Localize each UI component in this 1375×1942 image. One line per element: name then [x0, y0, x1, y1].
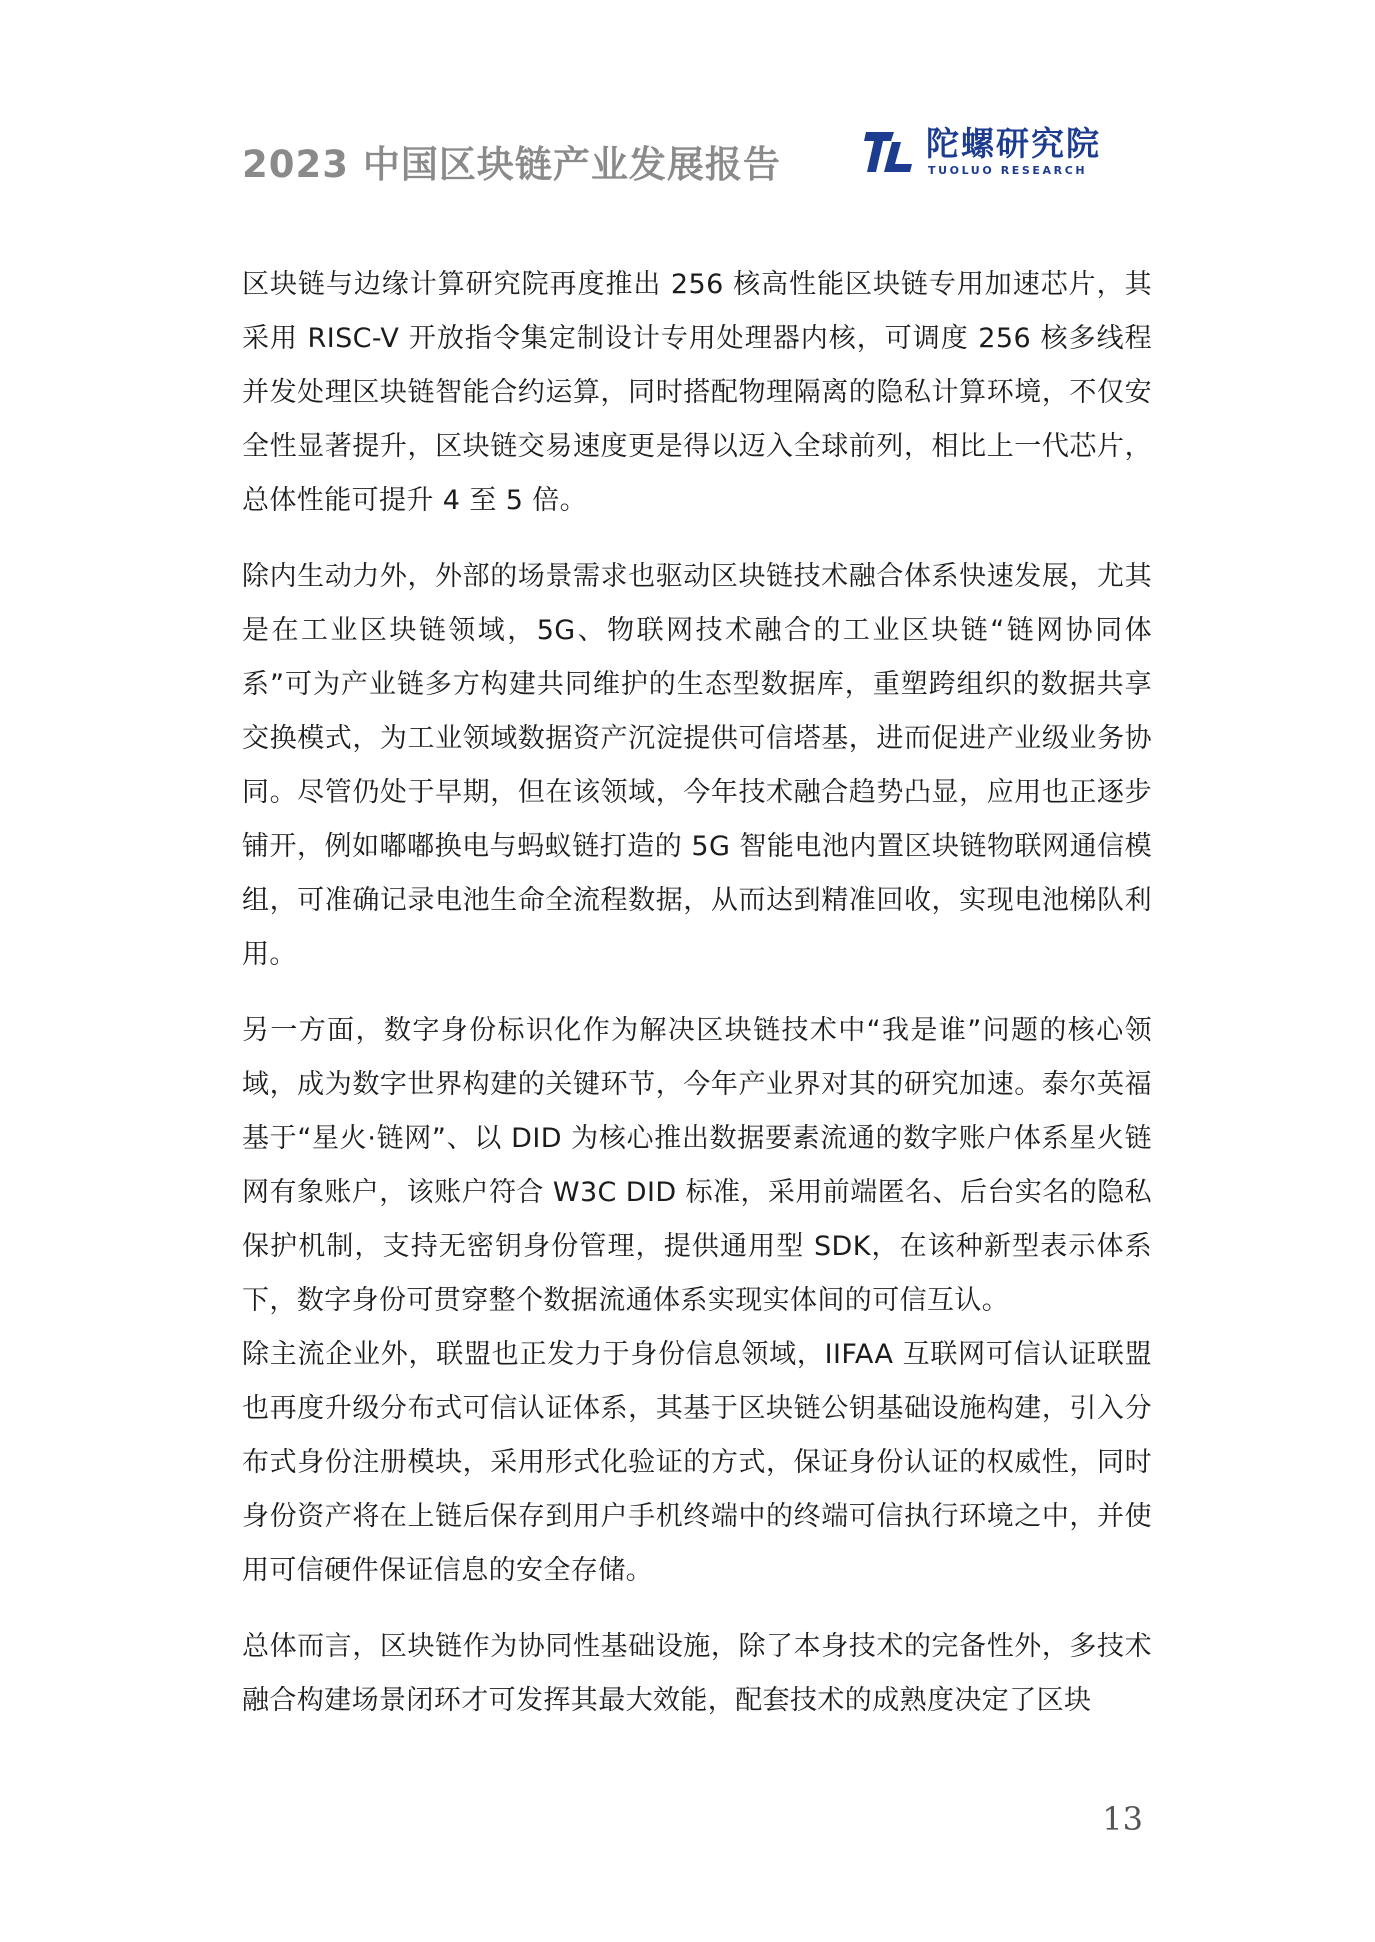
paragraph: 另一方面，数字身份标识化作为解决区块链技术中“我是谁”问题的核心领域，成为数字世界构建的关键环节，今年产业界对其的研究加速。泰尔英福基于“星火·链网”、以 DID 为核心推出数据要素流通的数字账户体系星火链网有象账户，该账户符合 W3C DID 标准，采用前端匿名、后台实名的隐私保护机制，支持无密钥身份管理，提供通用型 SDK，在该种新型表示体系下，数字身份可贯穿整个数据流通体系实现实体间的可信互认。 — [242, 1015, 1152, 1316]
logo-subtitle: TUOLUO RESEARCH — [928, 164, 1088, 177]
logo-name: 陀螺研究院 — [926, 124, 1101, 163]
tuoluo-logo — [864, 126, 1124, 182]
paragraph: 区块链与边缘计算研究院再度推出 256 核高性能区块链专用加速芯片，其采用 RISC-V 开放指令集定制设计专用处理器内核，可调度 256 核多线程并发处理区块链智能合约运算，同时搭配物理隔离的隐私计算环境，不仅安全性显著提升，区块链交易速度更是得以迈入全球前列，相比上一代芯片，总体性能可提升 4 至 5 倍。 — [242, 269, 1152, 516]
page-number: 13 — [1102, 1800, 1143, 1838]
page-header — [0, 0, 1375, 200]
paragraph: 除主流企业外，联盟也正发力于身份信息领域，IIFAA 互联网可信认证联盟也再度升级分布式可信认证体系，其基于区块链公钥基础设施构建，引入分布式身份注册模块，采用形式化验证的方式，保证身份认证的权威性，同时身份资产将在上链后保存到用户手机终端中的终端可信执行环境之中，并使用可信硬件保证信息的安全存储。 — [242, 1339, 1152, 1586]
paragraph: 除内生动力外，外部的场景需求也驱动区块链技术融合体系快速发展，尤其是在工业区块链领域，5G、物联网技术融合的工业区块链“链网协同体系”可为产业链多方构建共同维护的生态型数据库，重塑跨组织的数据共享交换模式，为工业领域数据资产沉淀提供可信塔基，进而促进产业级业务协同。尽管仍处于早期，但在该领域，今年技术融合趋势凸显，应用也正逐步铺开，例如嘟嘟换电与蚂蚁链打造的 5G 智能电池内置区块链物联网通信模组，可准确记录电池生命全流程数据，从而达到精准回收，实现电池梯队利用。 — [242, 561, 1152, 970]
tl-logo-icon — [864, 128, 914, 176]
report-title: 2023 中国区块链产业发展报告 — [242, 143, 781, 186]
body-text — [242, 258, 1152, 1750]
paragraph: 总体而言，区块链作为协同性基础设施，除了本身技术的完备性外，多技术融合构建场景闭环才可发挥其最大效能，配套技术的成熟度决定了区块 — [242, 1631, 1152, 1716]
